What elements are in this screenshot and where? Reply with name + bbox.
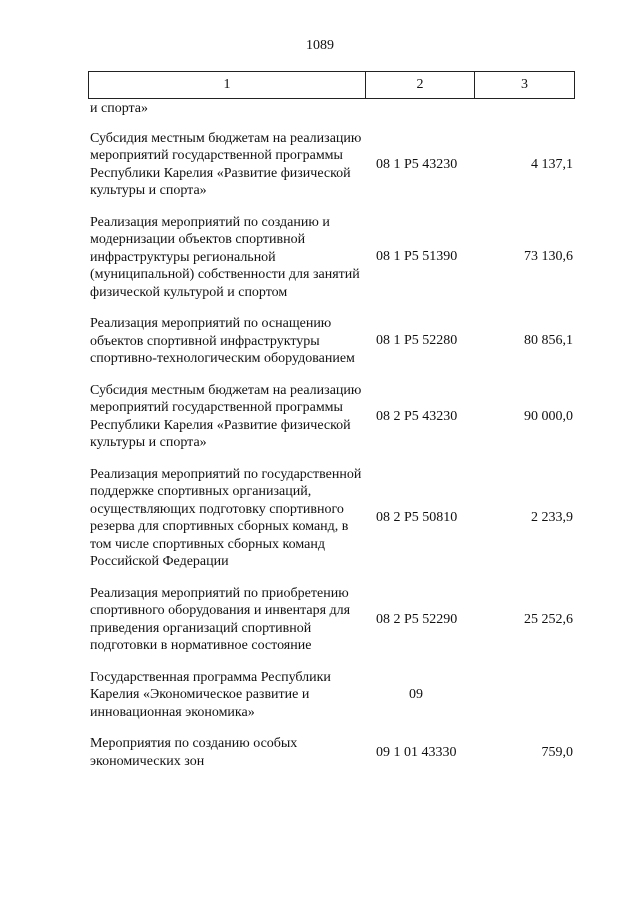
row-description: Субсидия местным бюджетам на реализацию мероприятий государственной программы Республики Карелия «Развитие физической культуры и спорта» bbox=[90, 382, 362, 450]
row-description: Государственная программа Республики Карелия «Экономическое развитие и инновационная экономика» bbox=[90, 669, 331, 720]
table-row bbox=[88, 466, 573, 571]
table-row bbox=[88, 382, 573, 452]
budget-rows bbox=[88, 100, 573, 784]
row-value: 25 252,6 bbox=[524, 611, 573, 627]
row-description: Мероприятия по созданию особых экономических зон bbox=[90, 736, 298, 769]
row-code: 08 2 Р5 52290 bbox=[376, 611, 458, 627]
table-row bbox=[88, 100, 573, 118]
column-header-table bbox=[88, 71, 575, 99]
table-row bbox=[88, 315, 573, 368]
row-code: 09 1 01 43330 bbox=[376, 744, 457, 760]
row-description: Реализация мероприятий по созданию и модернизации объектов спортивной инфраструктуры региональной (муниципальной) собственности для занятий физической культурой и спортом bbox=[90, 214, 360, 300]
row-value: 2 233,9 bbox=[531, 510, 573, 525]
page-number: 1089 bbox=[306, 38, 334, 53]
table-row bbox=[88, 214, 573, 302]
column-header-3: 3 bbox=[475, 72, 575, 99]
row-value: 80 856,1 bbox=[524, 333, 573, 349]
row-description: и спорта» bbox=[90, 101, 149, 116]
column-header-2: 2 bbox=[366, 72, 475, 99]
row-code: 08 1 Р5 52280 bbox=[376, 333, 458, 349]
column-header-1: 1 bbox=[89, 72, 366, 99]
row-value: 90 000,0 bbox=[524, 408, 573, 424]
row-code: 09 bbox=[409, 686, 423, 702]
column-header-row bbox=[89, 72, 575, 99]
row-description: Субсидия местным бюджетам на реализацию мероприятий государственной программы Республики Карелия «Развитие физической культуры и спорта» bbox=[90, 130, 362, 198]
row-value: 759,0 bbox=[541, 744, 573, 760]
row-code: 08 1 Р5 43230 bbox=[376, 156, 458, 172]
row-value: 73 130,6 bbox=[524, 249, 573, 265]
table-row bbox=[88, 130, 573, 200]
table-row bbox=[88, 669, 573, 722]
row-code: 08 2 Р5 43230 bbox=[376, 408, 458, 424]
row-description: Реализация мероприятий по оснащению объектов спортивной инфраструктуры спортивно-технологическим оборудованием bbox=[90, 316, 355, 366]
row-code: 08 1 Р5 51390 bbox=[376, 249, 458, 265]
row-description: Реализация мероприятий по приобретению спортивного оборудования и инвентаря для приведения организаций спортивной подготовки в нормативное состояние bbox=[90, 585, 351, 653]
table-row bbox=[88, 585, 573, 655]
table-row bbox=[88, 735, 573, 770]
row-value: 4 137,1 bbox=[531, 156, 573, 172]
row-code: 08 2 Р5 50810 bbox=[376, 510, 458, 525]
row-description: Реализация мероприятий по государственной поддержке спортивных организаций, осуществляющих подготовку спортивного резерва для спортивных сборных команд, в том числе спортивных сборных команд Российской Федерации bbox=[90, 466, 362, 569]
